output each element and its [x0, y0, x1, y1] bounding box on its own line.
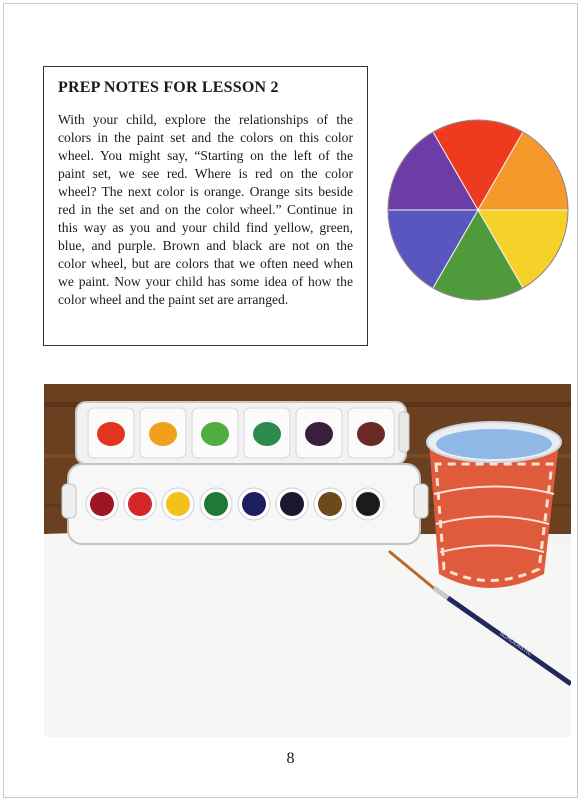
paint-smear: [253, 422, 281, 446]
paint-smear: [357, 422, 385, 446]
paint-pan: [166, 492, 190, 516]
paint-smear: [305, 422, 333, 446]
paint-smear: [201, 422, 229, 446]
color-wheel: [386, 118, 570, 302]
prep-notes-box: [43, 66, 368, 346]
paint-pan: [356, 492, 380, 516]
prep-notes-body: With your child, explore the relationships of the colors in the paint set and the colors on this color wheel. You might say, “Starting on the left of the paint set, we see red. Where is red on the color wheel? The next color is orange. Orange sits beside red in the set and on the color wheel.” Continue in this way as you and your child find yellow, green, blue, and purple. Brown and black are not on the color wheel, but are colors that we often need when we paint. Now your child has some idea of how the color wheel and the paint set are arranged.: [58, 112, 353, 307]
paint-pan: [318, 492, 342, 516]
page-number: 8: [286, 750, 295, 767]
water-cup: [427, 422, 561, 588]
paint-smear: [97, 422, 125, 446]
paint-set-photo: [44, 384, 571, 737]
paint-pan: [204, 492, 228, 516]
paint-pan: [128, 492, 152, 516]
paint-pan: [242, 492, 266, 516]
brush-label: SCHOLASTIC: [497, 630, 533, 658]
paint-pan: [90, 492, 114, 516]
paint-smear: [149, 422, 177, 446]
prep-notes-title: PREP NOTES FOR LESSON 2: [58, 79, 279, 96]
paint-palette: [62, 402, 428, 544]
paint-pan: [280, 492, 304, 516]
